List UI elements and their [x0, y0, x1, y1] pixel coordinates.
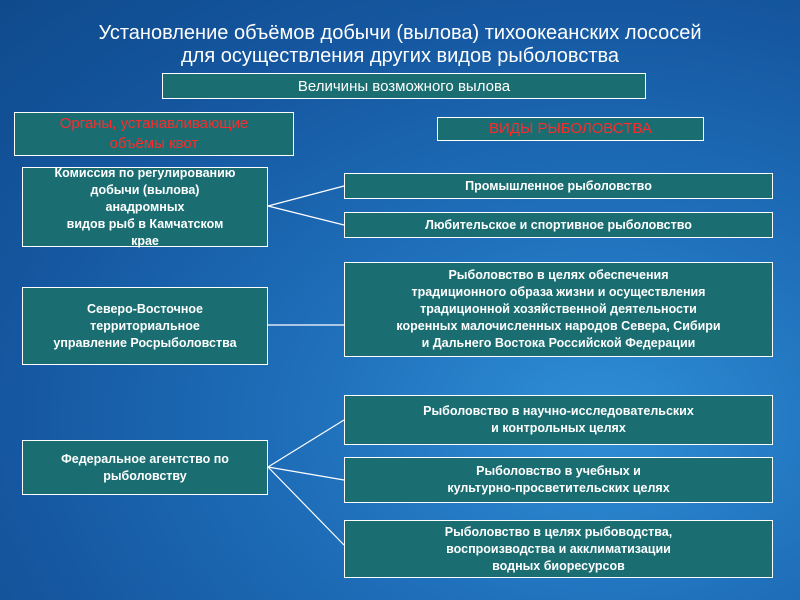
fishing-type-educational: Рыболовство в учебных и культурно-просветительских целях — [344, 457, 773, 503]
connector-agency-research — [268, 420, 344, 467]
fishing-type-industrial: Промышленное рыболовство — [344, 173, 773, 199]
connector-agency-aquaculture — [268, 467, 344, 545]
quota-banner: Величины возможного вылова — [162, 73, 646, 99]
authorities-header: Органы, устанавливающие объёмы квот — [14, 112, 294, 156]
fishing-type-research: Рыболовство в научно-исследовательских и контрольных целях — [344, 395, 773, 445]
fishing-types-header: ВИДЫ РЫБОЛОВСТВА — [437, 117, 704, 141]
connector-commission-amateur — [268, 206, 344, 225]
authority-commission: Комиссия по регулированию добычи (вылова) анадромных видов рыб в Камчатском крае — [22, 167, 268, 247]
fishing-type-amateur-sport: Любительское и спортивное рыболовство — [344, 212, 773, 238]
title-line-1: Установление объёмов добычи (вылова) тихоокеанских лососей — [98, 22, 702, 44]
connector-commission-industrial — [268, 186, 344, 206]
title-line-2: для осуществления других видов рыболовства — [180, 45, 620, 67]
authority-northeast-department: Северо-Восточное территориальное управление Росрыболовства — [22, 287, 268, 365]
fishing-type-aquaculture: Рыболовство в целях рыбоводства, воспроизводства и акклиматизации водных биоресурсов — [344, 520, 773, 578]
fishing-type-traditional: Рыболовство в целях обеспечения традиционного образа жизни и осуществления традиционной хозяйственной деятельности коренных малочисленных народов Севера, Сибири и Дальнего Востока Российской Федерации — [344, 262, 773, 357]
authority-federal-agency: Федеральное агентство по рыболовству — [22, 440, 268, 495]
